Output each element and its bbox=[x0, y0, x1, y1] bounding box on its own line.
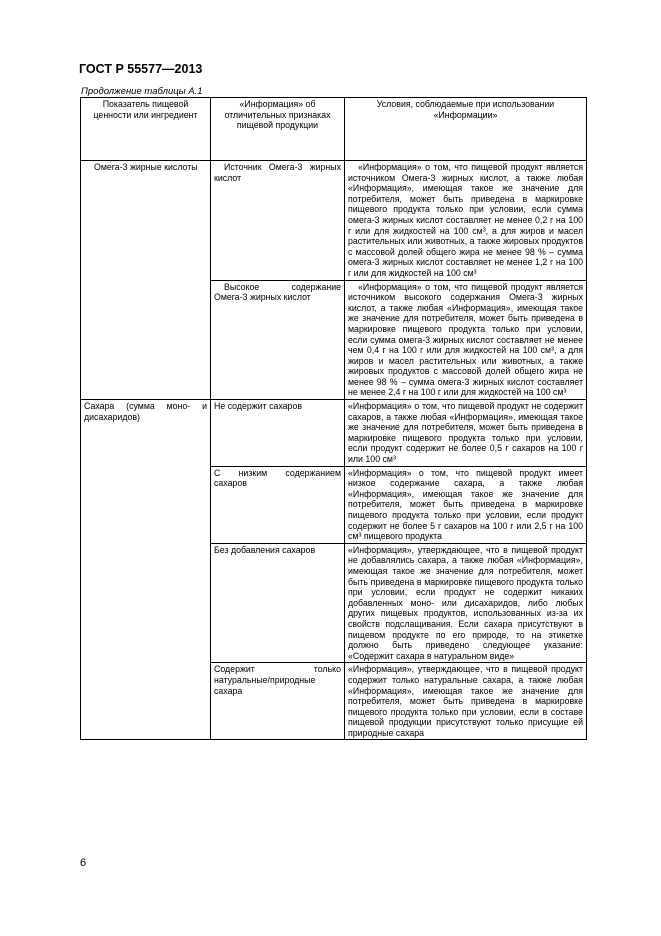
column-header-indicator: Показатель пищевой ценности или ингредиент bbox=[81, 98, 211, 161]
indicator-cell: Сахара (сумма моно- и дисахаридов) bbox=[81, 400, 211, 740]
page-number: 6 bbox=[80, 857, 87, 869]
condition-cell: «Информация» о том, что пищевой продукт имеет низкое содержание сахара, а также любая «Информация», имеющая такое же значение для потребителя, может быть приведена в маркировке пищевого продукта только при условии, если продукт содержит не более 5 г сахаров на 100 г или 2,5 г на 100 см³ пищевого продукта bbox=[345, 466, 587, 543]
condition-cell: «Информация», утверждающее, что в пищевой продукт содержит только натуральные сахара, а также любая «Информация», имеющая такое же значение для потребителя, может быть приведена в маркировке пищевого продукта только при условии, если в составе пищевой продукции присутствуют только присущие ей природные сахара bbox=[345, 663, 587, 740]
claim-cell: Высокое содержание Омега-3 жирных кислот bbox=[211, 280, 345, 400]
condition-cell: «Информация», утверждающее, что в пищевой продукт не добавлялись сахара, а также любая «Информация», имеющая такое же значение для потребителя, может быть приведена в маркировке пищевого продукта только при условии, если продукт не содержит никаких добавленных моно- или дисахаридов, либо любых других пищевых продуктов, использованных из-за их свойств подслащивания. Если сахара присутствуют в пищевом продукте по его природе, то на этикетке должно быть приведено следующее указание: «Содержит сахара в натуральном виде» bbox=[345, 543, 587, 663]
table-caption: Продолжение таблицы А.1 bbox=[81, 86, 203, 97]
condition-cell: «Информация» о том, что пищевой продукт является источником Омега-3 жирных кислот, а также любая «Информация», имеющая такое же значение для потребителя, может быть приведена в маркировке пищевого продукта только при условии, если сумма омега-3 жирных кислот составляет не менее 0,2 г на 100 г или для жидкостей на 100 см³, а для жиров и масел растительных или животных, а также жировых продуктов с массовой долей общего жира не менее 98 % – сумма омега-3 жирных кислот составляет не менее 1,2 г на 100 г или для жидкостей на 100 см³ bbox=[345, 161, 587, 281]
table-header-row bbox=[81, 98, 587, 161]
column-header-claim: «Информация» об отличительных признаках пищевой продукции bbox=[211, 98, 345, 161]
condition-cell: «Информация» о том, что пищевой продукт является источником высокого содержания Омега-3 жирных кислот, а также любая «Информация», имеющая такое же значение для потребителя, может быть приведена в маркировке пищевого продукта только при условии, если сумма омега-3 жирных кислот составляет не менее чем 0,4 г на 100 г или для жидкостей на 100 см³, а для жиров и масел растительных или животных, а также жировых продуктов с массовой долей общего жира не менее 98 % – сумма омега-3 жирных кислот составляет не менее 2,4 г на 100 г или для жидкостей на 100 см³ bbox=[345, 280, 587, 400]
claim-cell: Не содержит сахаров bbox=[211, 400, 345, 467]
condition-cell: «Информация» о том, что пищевой продукт не содержит сахаров, а также любая «Информация», имеющая такое же значение для потребителя, может быть приведена в маркировке пищевого продукта только при условии, если продукт содержит не более 0,5 г сахаров на 100 г или 100 см³ bbox=[345, 400, 587, 467]
claim-cell: Без добавления сахаров bbox=[211, 543, 345, 663]
table-row bbox=[81, 161, 587, 281]
document-title: ГОСТ Р 55577—2013 bbox=[79, 62, 203, 76]
column-header-condition: Условия, соблюдаемые при использовании «Информации» bbox=[345, 98, 587, 161]
nutrition-claims-table bbox=[80, 97, 587, 740]
table-row bbox=[81, 400, 587, 467]
claim-cell: Содержит только натуральные/природные сахара bbox=[211, 663, 345, 740]
claim-cell: С низким содержанием сахаров bbox=[211, 466, 345, 543]
indicator-cell: Омега-3 жирные кислоты bbox=[81, 161, 211, 400]
claim-cell: Источник Омега-3 жирных кислот bbox=[211, 161, 345, 281]
